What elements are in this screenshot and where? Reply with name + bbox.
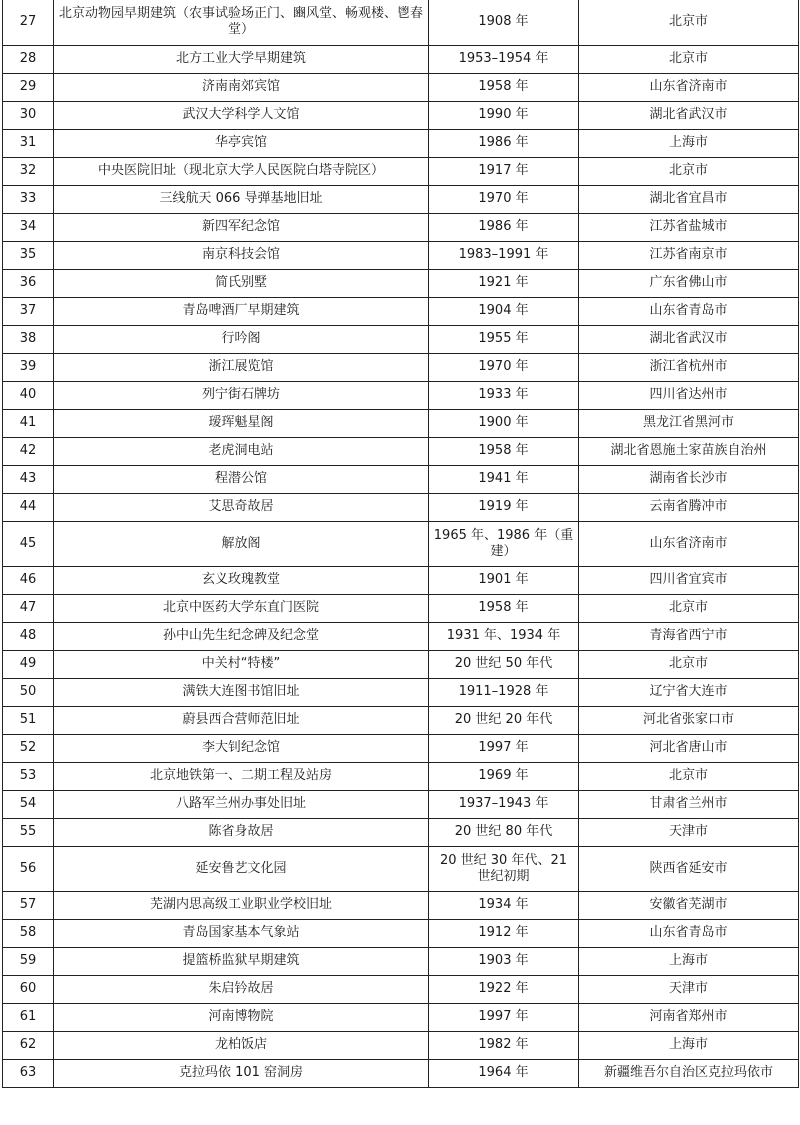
location-cell: 四川省宜宾市: [579, 566, 799, 594]
table-row: [3, 0, 799, 45]
building-name-cell: 玄义玫瑰教堂: [54, 566, 429, 594]
building-name-cell: 简氏别墅: [54, 269, 429, 297]
row-number-cell: 43: [3, 465, 54, 493]
table-row: [3, 185, 799, 213]
building-name-cell: 列宁街石牌坊: [54, 381, 429, 409]
table-body: [3, 0, 799, 1087]
location-cell: 河北省唐山市: [579, 734, 799, 762]
row-number-cell: 52: [3, 734, 54, 762]
heritage-building-table: [2, 0, 799, 1088]
location-cell: 山东省济南市: [579, 73, 799, 101]
table-row: [3, 521, 799, 566]
table-row: [3, 101, 799, 129]
year-cell: 1904 年: [429, 297, 579, 325]
location-cell: 江苏省南京市: [579, 241, 799, 269]
year-cell: 1958 年: [429, 73, 579, 101]
table-row: [3, 381, 799, 409]
building-name-cell: 朱启钤故居: [54, 975, 429, 1003]
table-row: [3, 297, 799, 325]
building-name-cell: 新四军纪念馆: [54, 213, 429, 241]
year-cell: 1986 年: [429, 213, 579, 241]
row-number-cell: 48: [3, 622, 54, 650]
table-row: [3, 566, 799, 594]
location-cell: 山东省青岛市: [579, 919, 799, 947]
row-number-cell: 36: [3, 269, 54, 297]
building-name-cell: 三线航天 066 导弹基地旧址: [54, 185, 429, 213]
year-cell: 1970 年: [429, 185, 579, 213]
table-row: [3, 678, 799, 706]
row-number-cell: 59: [3, 947, 54, 975]
table-row: [3, 213, 799, 241]
location-cell: 安徽省芜湖市: [579, 891, 799, 919]
year-cell: 1901 年: [429, 566, 579, 594]
location-cell: 北京市: [579, 762, 799, 790]
year-cell: 1934 年: [429, 891, 579, 919]
year-cell: 1958 年: [429, 594, 579, 622]
building-name-cell: 延安鲁艺文化园: [54, 846, 429, 891]
table-row: [3, 73, 799, 101]
building-name-cell: 程潜公馆: [54, 465, 429, 493]
year-cell: 1986 年: [429, 129, 579, 157]
location-cell: 河南省郑州市: [579, 1003, 799, 1031]
location-cell: 湖南省长沙市: [579, 465, 799, 493]
row-number-cell: 51: [3, 706, 54, 734]
building-name-cell: 芜湖内思高级工业职业学校旧址: [54, 891, 429, 919]
building-name-cell: 龙柏饭店: [54, 1031, 429, 1059]
location-cell: 广东省佛山市: [579, 269, 799, 297]
year-cell: 20 世纪 20 年代: [429, 706, 579, 734]
building-name-cell: 济南南郊宾馆: [54, 73, 429, 101]
table-row: [3, 846, 799, 891]
year-cell: 1997 年: [429, 1003, 579, 1031]
location-cell: 上海市: [579, 1031, 799, 1059]
year-cell: 1982 年: [429, 1031, 579, 1059]
location-cell: 北京市: [579, 594, 799, 622]
row-number-cell: 30: [3, 101, 54, 129]
table-row: [3, 734, 799, 762]
year-cell: 1922 年: [429, 975, 579, 1003]
location-cell: 河北省张家口市: [579, 706, 799, 734]
year-cell: 1969 年: [429, 762, 579, 790]
row-number-cell: 37: [3, 297, 54, 325]
year-cell: 1983–1991 年: [429, 241, 579, 269]
table-row: [3, 269, 799, 297]
location-cell: 北京市: [579, 45, 799, 73]
building-name-cell: 北京动物园早期建筑（农事试验场正门、豳风堂、畅观楼、鬯春堂）: [54, 0, 429, 45]
table-row: [3, 919, 799, 947]
table-row: [3, 1059, 799, 1087]
table-row: [3, 975, 799, 1003]
year-cell: 1933 年: [429, 381, 579, 409]
table-row: [3, 622, 799, 650]
location-cell: 上海市: [579, 129, 799, 157]
table-row: [3, 353, 799, 381]
building-name-cell: 行吟阁: [54, 325, 429, 353]
year-cell: 1970 年: [429, 353, 579, 381]
table-row: [3, 493, 799, 521]
location-cell: 云南省腾冲市: [579, 493, 799, 521]
row-number-cell: 38: [3, 325, 54, 353]
building-name-cell: 提篮桥监狱早期建筑: [54, 947, 429, 975]
location-cell: 天津市: [579, 818, 799, 846]
row-number-cell: 56: [3, 846, 54, 891]
year-cell: 20 世纪 30 年代、21 世纪初期: [429, 846, 579, 891]
year-cell: 20 世纪 80 年代: [429, 818, 579, 846]
row-number-cell: 39: [3, 353, 54, 381]
building-name-cell: 武汉大学科学人文馆: [54, 101, 429, 129]
table-row: [3, 437, 799, 465]
row-number-cell: 28: [3, 45, 54, 73]
row-number-cell: 34: [3, 213, 54, 241]
year-cell: 1919 年: [429, 493, 579, 521]
building-name-cell: 南京科技会馆: [54, 241, 429, 269]
table-row: [3, 818, 799, 846]
building-name-cell: 李大钊纪念馆: [54, 734, 429, 762]
location-cell: 上海市: [579, 947, 799, 975]
year-cell: 1990 年: [429, 101, 579, 129]
row-number-cell: 50: [3, 678, 54, 706]
row-number-cell: 44: [3, 493, 54, 521]
year-cell: 1908 年: [429, 0, 579, 45]
building-name-cell: 北京地铁第一、二期工程及站房: [54, 762, 429, 790]
row-number-cell: 54: [3, 790, 54, 818]
table-row: [3, 409, 799, 437]
year-cell: 1955 年: [429, 325, 579, 353]
location-cell: 新疆维吾尔自治区克拉玛依市: [579, 1059, 799, 1087]
table-row: [3, 45, 799, 73]
row-number-cell: 32: [3, 157, 54, 185]
location-cell: 天津市: [579, 975, 799, 1003]
table-row: [3, 129, 799, 157]
location-cell: 湖北省武汉市: [579, 325, 799, 353]
year-cell: 1964 年: [429, 1059, 579, 1087]
row-number-cell: 29: [3, 73, 54, 101]
building-name-cell: 华亭宾馆: [54, 129, 429, 157]
row-number-cell: 49: [3, 650, 54, 678]
location-cell: 青海省西宁市: [579, 622, 799, 650]
row-number-cell: 46: [3, 566, 54, 594]
year-cell: 1965 年、1986 年（重建）: [429, 521, 579, 566]
year-cell: 1937–1943 年: [429, 790, 579, 818]
building-name-cell: 青岛啤酒厂早期建筑: [54, 297, 429, 325]
building-name-cell: 陈省身故居: [54, 818, 429, 846]
table-row: [3, 1003, 799, 1031]
row-number-cell: 53: [3, 762, 54, 790]
building-name-cell: 青岛国家基本气象站: [54, 919, 429, 947]
location-cell: 江苏省盐城市: [579, 213, 799, 241]
row-number-cell: 42: [3, 437, 54, 465]
year-cell: 1911–1928 年: [429, 678, 579, 706]
building-name-cell: 八路军兰州办事处旧址: [54, 790, 429, 818]
table-row: [3, 762, 799, 790]
table-row: [3, 241, 799, 269]
table-row: [3, 790, 799, 818]
building-name-cell: 蔚县西合营师范旧址: [54, 706, 429, 734]
row-number-cell: 60: [3, 975, 54, 1003]
row-number-cell: 61: [3, 1003, 54, 1031]
location-cell: 四川省达州市: [579, 381, 799, 409]
location-cell: 湖北省武汉市: [579, 101, 799, 129]
location-cell: 北京市: [579, 0, 799, 45]
table-row: [3, 1031, 799, 1059]
year-cell: 1941 年: [429, 465, 579, 493]
row-number-cell: 41: [3, 409, 54, 437]
table-row: [3, 157, 799, 185]
table-row: [3, 594, 799, 622]
building-name-cell: 中关村“特楼”: [54, 650, 429, 678]
location-cell: 湖北省宜昌市: [579, 185, 799, 213]
row-number-cell: 27: [3, 0, 54, 45]
year-cell: 1931 年、1934 年: [429, 622, 579, 650]
row-number-cell: 40: [3, 381, 54, 409]
table-row: [3, 650, 799, 678]
year-cell: 1903 年: [429, 947, 579, 975]
year-cell: 1997 年: [429, 734, 579, 762]
year-cell: 1958 年: [429, 437, 579, 465]
location-cell: 黑龙江省黑河市: [579, 409, 799, 437]
row-number-cell: 63: [3, 1059, 54, 1087]
table-row: [3, 325, 799, 353]
location-cell: 浙江省杭州市: [579, 353, 799, 381]
building-name-cell: 河南博物院: [54, 1003, 429, 1031]
building-name-cell: 解放阁: [54, 521, 429, 566]
row-number-cell: 45: [3, 521, 54, 566]
row-number-cell: 62: [3, 1031, 54, 1059]
building-name-cell: 满铁大连图书馆旧址: [54, 678, 429, 706]
row-number-cell: 47: [3, 594, 54, 622]
building-name-cell: 老虎洞电站: [54, 437, 429, 465]
building-name-cell: 艾思奇故居: [54, 493, 429, 521]
year-cell: 1953–1954 年: [429, 45, 579, 73]
row-number-cell: 35: [3, 241, 54, 269]
location-cell: 北京市: [579, 650, 799, 678]
building-name-cell: 孙中山先生纪念碑及纪念堂: [54, 622, 429, 650]
row-number-cell: 58: [3, 919, 54, 947]
building-name-cell: 克拉玛依 101 窑洞房: [54, 1059, 429, 1087]
building-name-cell: 北京中医药大学东直门医院: [54, 594, 429, 622]
table-row: [3, 465, 799, 493]
building-name-cell: 浙江展览馆: [54, 353, 429, 381]
location-cell: 北京市: [579, 157, 799, 185]
location-cell: 甘肃省兰州市: [579, 790, 799, 818]
location-cell: 湖北省恩施土家苗族自治州: [579, 437, 799, 465]
location-cell: 辽宁省大连市: [579, 678, 799, 706]
table-row: [3, 947, 799, 975]
location-cell: 山东省济南市: [579, 521, 799, 566]
year-cell: 1912 年: [429, 919, 579, 947]
table-row: [3, 706, 799, 734]
row-number-cell: 55: [3, 818, 54, 846]
building-name-cell: 北方工业大学早期建筑: [54, 45, 429, 73]
year-cell: 1921 年: [429, 269, 579, 297]
year-cell: 20 世纪 50 年代: [429, 650, 579, 678]
building-name-cell: 中央医院旧址（现北京大学人民医院白塔寺院区）: [54, 157, 429, 185]
location-cell: 山东省青岛市: [579, 297, 799, 325]
table-row: [3, 891, 799, 919]
year-cell: 1917 年: [429, 157, 579, 185]
year-cell: 1900 年: [429, 409, 579, 437]
row-number-cell: 57: [3, 891, 54, 919]
location-cell: 陕西省延安市: [579, 846, 799, 891]
row-number-cell: 33: [3, 185, 54, 213]
row-number-cell: 31: [3, 129, 54, 157]
building-name-cell: 瑷珲魁星阁: [54, 409, 429, 437]
